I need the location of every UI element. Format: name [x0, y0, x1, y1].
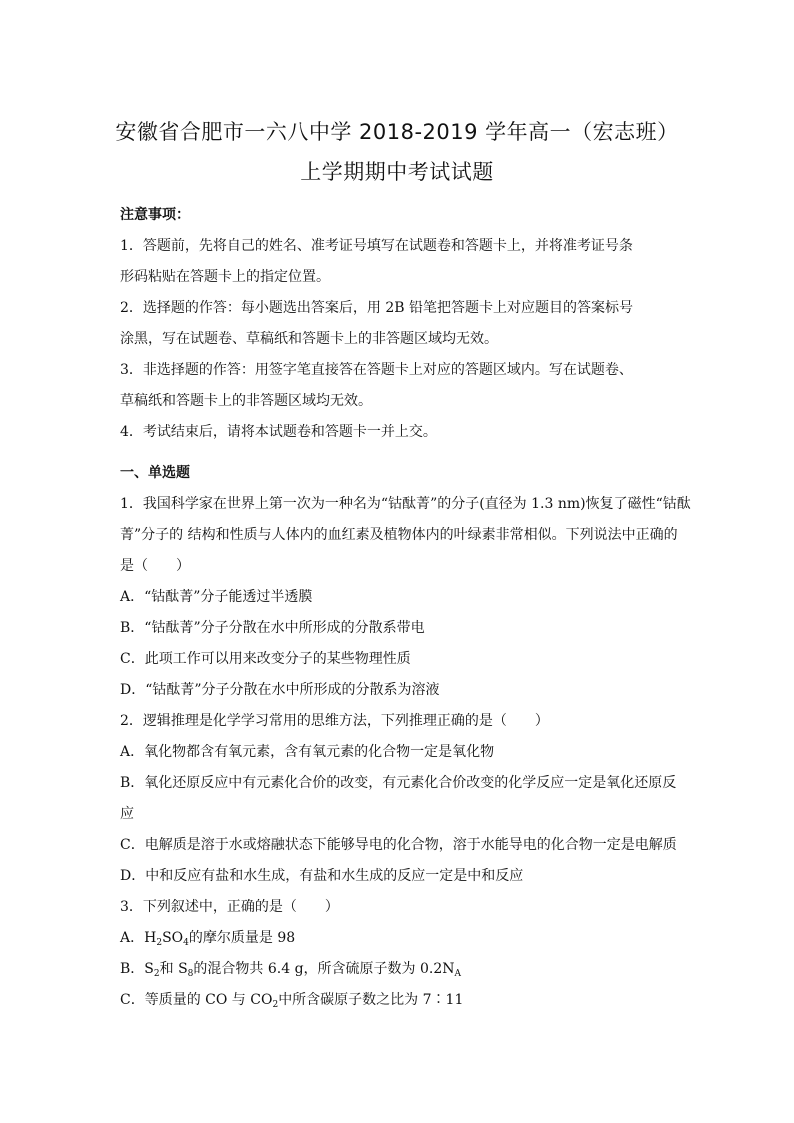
q1-stem-line: 1．我国科学家在世界上第一次为一种名为“钴酞菁”的分子(直径为 1.3 nm)恢复了磁性“钴酞 [120, 496, 691, 512]
notice-heading: 注意事项： [120, 207, 190, 223]
q1-stem-line: 是（ ） [120, 558, 190, 574]
document-title-line2: 上学期期中考试试题 [300, 160, 494, 184]
text-run: 中所含碳原子数之比为 7∶11 [278, 992, 464, 1008]
notice-line: 2．选择题的作答：每小题选出答案后，用 2B 铅笔把答题卡上对应题目的答案标号 [120, 300, 634, 316]
q1-stem-line: 菁”分子的 结构和性质与人体内的血红素及植物体内的叶绿素非常相似。下列说法中正确的 [120, 527, 678, 543]
q2-option-a: A．氧化物都含有氧元素，含有氧元素的化合物一定是氧化物 [120, 744, 495, 760]
q2-option-b-cont: 应 [120, 806, 134, 822]
notice-line: 草稿纸和答题卡上的非答题区域均无效。 [120, 393, 372, 409]
q2-option-d: D．中和反应有盐和水生成，有盐和水生成的反应一定是中和反应 [120, 868, 524, 884]
subscript: 8 [187, 969, 194, 979]
subscript: 4 [183, 938, 189, 948]
subscript: 2 [156, 938, 163, 948]
text-run: 和 S [159, 961, 188, 977]
q3-option-c [120, 985, 680, 1016]
spacer [120, 448, 680, 458]
text-run: C．等质量的 CO 与 CO [120, 992, 273, 1008]
document-body [120, 200, 691, 1016]
text-run: 的混合物共 6.4 g，所含硫原子数为 0.2N [193, 961, 455, 977]
q2-stem: 2．逻辑推理是化学学习常用的思维方法，下列推理正确的是（ ） [120, 713, 549, 729]
subscript: A [454, 969, 461, 979]
q3-option-b [120, 954, 680, 985]
text-run: SO [162, 930, 184, 946]
q3-option-a [120, 923, 680, 954]
text-run: 的摩尔质量是 98 [188, 930, 296, 946]
q1-option-a: A．“钴酞菁”分子能透过半透膜 [120, 589, 313, 605]
notice-line: 4．考试结束后，请将本试题卷和答题卡一并上交。 [120, 424, 437, 440]
q1-option-b: B．“钴酞菁”分子分散在水中所形成的分散系带电 [120, 620, 425, 636]
notice-line: 形码粘贴在答题卡上的指定位置。 [120, 269, 330, 285]
document-title-line1: 安徽省合肥市一六八中学 2018-2019 学年高一（宏志班） [115, 120, 679, 144]
q3-stem: 3．下列叙述中，正确的是（ ） [120, 899, 339, 915]
notice-line: 3．非选择题的作答：用签字笔直接答在答题卡上对应的答题区域内。写在试题卷、 [120, 362, 633, 378]
q1-option-c: C．此项工作可以用来改变分子的某些物理性质 [120, 651, 411, 667]
text-run: B．S [120, 961, 154, 977]
section-heading: 一、单选题 [120, 465, 190, 481]
q2-option-c: C．电解质是溶于水或熔融状态下能够导电的化合物，溶于水能导电的化合物一定是电解质 [120, 837, 677, 853]
text-run: A．H [120, 930, 157, 946]
subscript: 2 [153, 969, 160, 979]
notice-line: 1．答题前，先将自己的姓名、准考证号填写在试题卷和答题卡上，并将准考证号条 [120, 238, 633, 254]
subscript: 2 [272, 1000, 279, 1010]
notice-line: 涂黑，写在试题卷、草稿纸和答题卡上的非答题区域均无效。 [120, 331, 498, 347]
q1-option-d: D．“钴酞菁”分子分散在水中所形成的分散系为溶液 [120, 682, 440, 698]
q2-option-b: B．氧化还原反应中有元素化合价的改变，有元素化合价改变的化学反应一定是氧化还原反 [120, 775, 677, 791]
